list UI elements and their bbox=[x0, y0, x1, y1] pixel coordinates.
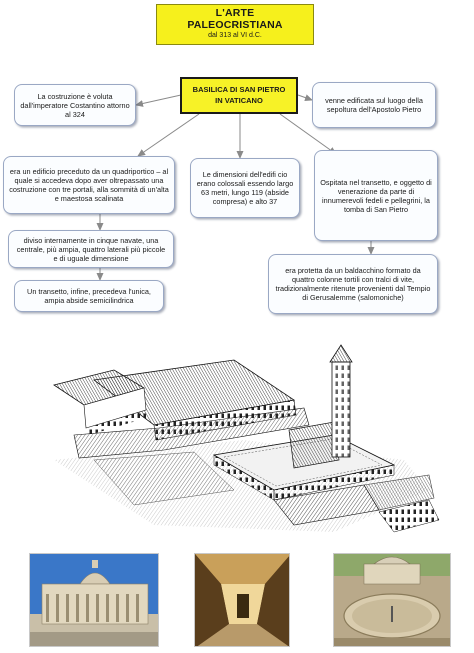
main-concept-line-2: IN VATICANO bbox=[215, 96, 263, 105]
node-naves bbox=[8, 230, 174, 268]
node-built bbox=[14, 84, 136, 126]
title-line-1: L'ARTE bbox=[215, 7, 255, 19]
node-dimensions bbox=[190, 158, 300, 218]
title-line-2: PALEOCRISTIANA bbox=[187, 19, 283, 31]
node-quadriportico bbox=[3, 156, 175, 214]
node-baldachin-text: era protetta da un baldacchino formato da quattro colonne tortili con tralci di vite, tradizionalmente ritenute provenienti dal Tempio di Gerusalemme (salomoniche) bbox=[275, 266, 431, 302]
page-title bbox=[156, 4, 314, 45]
main-concept bbox=[180, 77, 298, 114]
node-naves-text: diviso internamente in cinque navate, una centrale, più ampia, quattro laterali più piccole e di uguale dimensione bbox=[16, 235, 166, 263]
node-apse-text: Un transetto, infine, precedeva l'unica, ampia abside semicilindrica bbox=[27, 287, 151, 305]
basilica-interior-photo bbox=[194, 553, 290, 647]
node-transept-text: Ospitata nel transetto, e oggetto di venerazione da parte di innumerevoli fedeli e pellegrini, la tomba di San Pietro bbox=[320, 177, 432, 214]
main-concept-line-1: BASILICA DI SAN PIETRO bbox=[192, 85, 286, 94]
st-peter-square-aerial-photo bbox=[333, 553, 451, 647]
connector-to-site bbox=[298, 95, 312, 100]
node-site bbox=[312, 82, 436, 128]
node-apse bbox=[14, 280, 164, 312]
node-quadriportico-text: era un edificio preceduto da un quadriportico – al quale si accedeva dopo aver oltrepassato una costruzione con tre portali, alla sommità di un'alta e maestosa scalinata bbox=[9, 167, 169, 203]
st-peter-facade-photo bbox=[29, 553, 159, 647]
title-dates: dal 313 al VI d.C. bbox=[208, 32, 262, 39]
node-dimensions-text: Le dimensioni dell'edifi cio erano colossali essendo largo 63 metri, lungo 119 (abside compresa) e alto 37 bbox=[196, 170, 294, 206]
connector-to-quadriportico bbox=[138, 114, 199, 156]
connector-to-built bbox=[136, 95, 181, 105]
node-baldachin bbox=[268, 254, 438, 314]
node-built-text: La costruzione è voluta dall'imperatore Costantino attorno al 324 bbox=[20, 91, 130, 119]
node-transept bbox=[314, 150, 438, 241]
node-site-text: venne edificata sul luogo della sepoltura dell'Apostolo Pietro bbox=[325, 96, 423, 114]
old-basilica-engraving bbox=[34, 340, 442, 535]
